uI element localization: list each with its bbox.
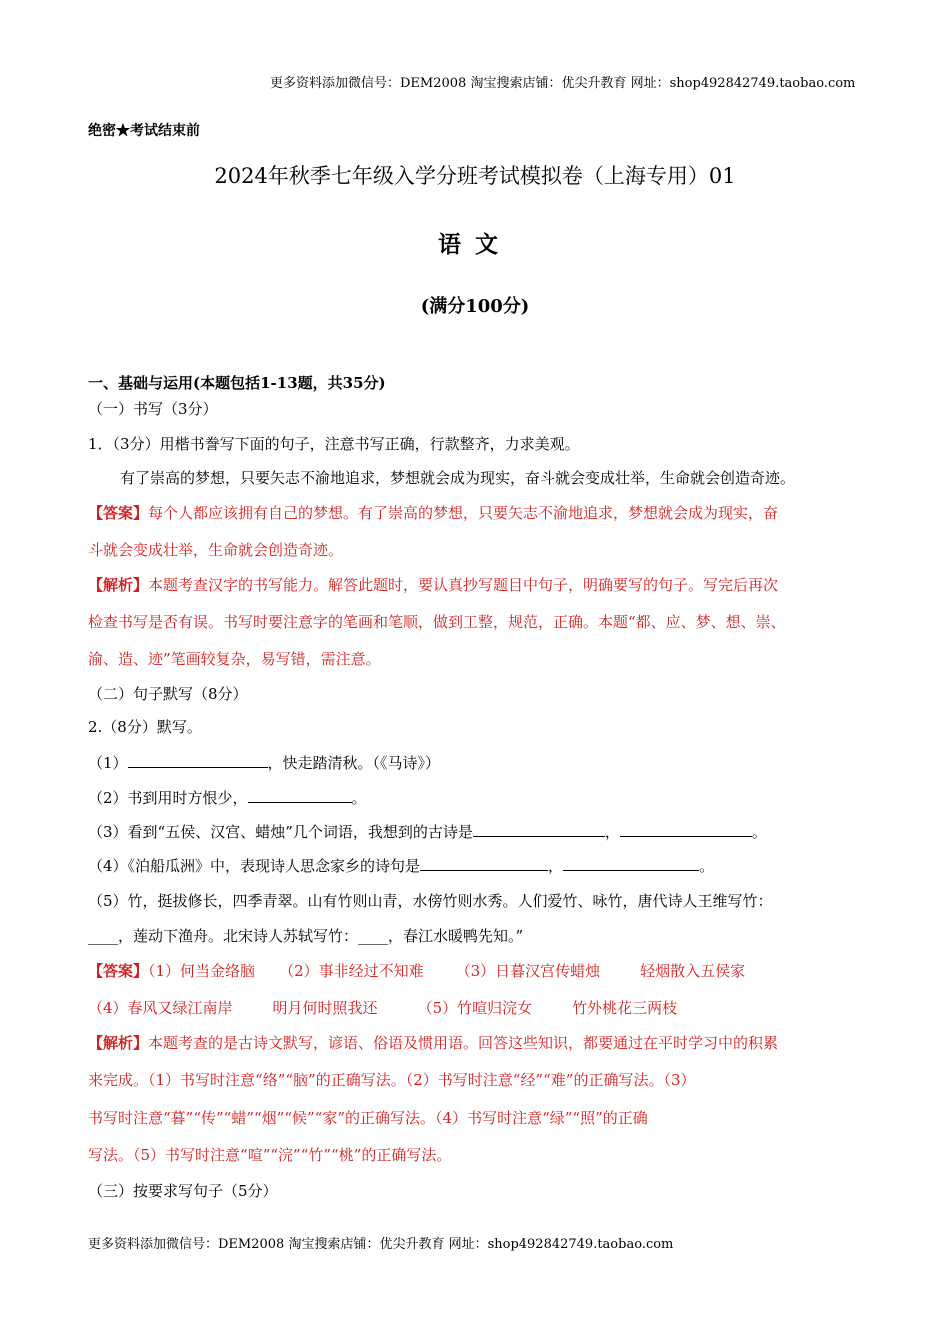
q1-answer-line1: 【答案】每个人都应该拥有自己的梦想。有了崇高的梦想，只要矢志不渝地追求，梦想就会成为现实，奋 [88, 504, 779, 522]
fill-blank [248, 788, 352, 803]
answer-tag: 【答案】 [88, 962, 149, 980]
q1-analysis-line2: 检查书写是否有误。书写时要注意字的笔画和笔顺，做到工整，规范，正确。本题“都、应、梦、想、崇、 [88, 613, 786, 631]
part1-heading: （一）书写（3分） [88, 400, 218, 418]
q1-sentence: 有了崇高的梦想，只要矢志不渝地追求，梦想就会成为现实，奋斗就会变成壮举，生命就会创造奇迹。 [120, 469, 796, 487]
section-heading: 一、基础与运用(本题包括1-13题，共35分) [88, 374, 386, 392]
part3-heading: （三）按要求写句子（5分） [88, 1182, 278, 1200]
header-ad-text: 更多资料添加微信号：DEM2008 淘宝搜索店铺：优尖升教育 网址：shop492842749.taobao.com [270, 76, 856, 91]
answer-tag: 【答案】 [88, 504, 149, 522]
q2-answer-row1: 【答案】（1）何当金络脑 （2）事非经过不知难 （3）日暮汉宫传蜡烛 轻烟散入五侯家 [88, 962, 746, 980]
fill-blank [473, 822, 605, 837]
fill-blank [420, 856, 548, 871]
full-score: (满分100分) [420, 296, 530, 317]
q2-analysis-line3: 书写时注意“暮”“传”“蜡”“烟”“候”“家”的正确写法。（4）书写时注意“绿”“照”的正确 [88, 1109, 648, 1127]
fill-blank [128, 753, 268, 768]
fill-blank [563, 856, 699, 871]
q2-analysis-line2: 来完成。（1）书写时注意“络”“脑”的正确写法。（2）书写时注意“经”“难”的正确写法。（3） [88, 1071, 696, 1089]
q2-analysis-line4: 写法。（5）书写时注意“喧”“浣”“竹”“桃”的正确写法。 [88, 1146, 452, 1164]
q1-answer-line2: 斗就会变成壮举，生命就会创造奇迹。 [88, 541, 344, 559]
q2-item-5-line2: ____，莲动下渔舟。北宋诗人苏轼写竹：____，春江水暖鸭先知。” [88, 927, 524, 945]
q1-analysis-line1: 【解析】本题考查汉字的书写能力。解答此题时，要认真抄写题目中句子，明确要写的句子。写完后再次 [88, 576, 779, 594]
subject-title: 语文 [438, 231, 512, 258]
part2-heading: （二）句子默写（8分） [88, 685, 248, 703]
q1-analysis-line3: 渝、造、迹”笔画较复杂，易写错，需注意。 [88, 650, 381, 668]
q2-item-2: （2）书到用时方恨少， 。 [88, 789, 367, 807]
q2-answer-row2: （4）春风又绿江南岸 明月何时照我还 （5）竹喧归浣女 竹外桃花三两枝 [88, 999, 678, 1017]
analysis-tag: 【解析】 [88, 1034, 149, 1052]
q1-stem: 1．（3分）用楷书誊写下面的句子，注意书写正确，行款整齐，力求美观。 [88, 435, 580, 453]
q2-analysis-line1: 【解析】本题考查的是古诗文默写，谚语、俗语及惯用语。回答这些知识，都要通过在平时学习中的积累 [88, 1034, 779, 1052]
q2-item-1: （1） ，快走踏清秋。（《马诗》） [88, 754, 441, 772]
page-title: 2024年秋季七年级入学分班考试模拟卷（上海专用）01 [214, 164, 736, 188]
footer-ad-text: 更多资料添加微信号：DEM2008 淘宝搜索店铺：优尖升教育 网址：shop492842749.taobao.com [88, 1237, 674, 1252]
confidential-label: 绝密★考试结束前 [88, 123, 200, 139]
analysis-tag: 【解析】 [88, 576, 149, 594]
fill-blank [620, 822, 752, 837]
q2-item-3: （3）看到“五侯、汉宫、蜡烛”几个词语，我想到的古诗是 ， 。 [88, 823, 767, 841]
q2-stem: 2.（8分）默写。 [88, 718, 202, 736]
q2-item-5-line1: （5）竹，挺拔修长，四季青翠。山有竹则山青，水傍竹则水秀。人们爱竹、咏竹，唐代诗人王维写竹： [88, 892, 773, 910]
q2-item-4: （4）《泊船瓜洲》中，表现诗人思念家乡的诗句是 ， 。 [88, 857, 715, 875]
